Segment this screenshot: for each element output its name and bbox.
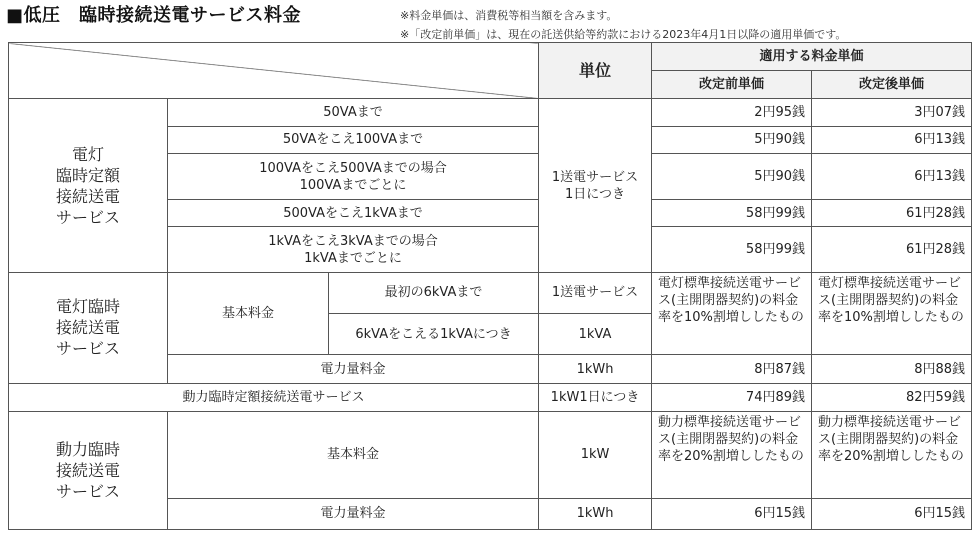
- unit-header: 単位: [539, 43, 652, 99]
- diagonal-header-cell: [9, 43, 539, 99]
- lighting-temp-first-unit: 1送電サービス: [539, 272, 652, 313]
- lighting-row-desc: 1kVAをこえ3kVAまでの場合 1kVAまでごとに: [168, 227, 539, 272]
- lighting-temp-basic-label: 基本料金: [168, 272, 329, 355]
- lighting-row-before: 5円90銭: [652, 126, 812, 153]
- lighting-row-desc: 500VAをこえ1kVAまで: [168, 200, 539, 227]
- lighting-row-before: 58円99銭: [652, 200, 812, 227]
- lighting-row-desc: 50VAまで: [168, 99, 539, 126]
- lighting-temp-first-desc: 最初の6kVAまで: [329, 272, 539, 313]
- power-fixed-unit: 1kW1日につき: [539, 383, 652, 411]
- power-temp-energy-after: 6円15銭: [812, 498, 972, 529]
- lighting-row-after: 3円07銭: [812, 99, 972, 126]
- lighting-row-after: 61円28銭: [812, 227, 972, 272]
- price-note: ※「改定前単価」は、現在の託送供給等約款における2023年4月1日以降の適用単価です。: [400, 28, 847, 41]
- power-temp-basic-before: 動力標準接続送電サービス(主開閉器契約)の料金率を20%割増ししたもの: [652, 411, 812, 498]
- power-fixed-after: 82円59銭: [812, 383, 972, 411]
- lighting-row-before: 58円99銭: [652, 227, 812, 272]
- lighting-fixed-label: 電灯 臨時定額 接続送電 サービス: [9, 99, 168, 272]
- lighting-row-after: 61円28銭: [812, 200, 972, 227]
- lighting-fixed-unit: 1送電サービス 1日につき: [539, 99, 652, 272]
- power-temp-basic-unit: 1kW: [539, 411, 652, 498]
- lighting-temp-energy-before: 8円87銭: [652, 355, 812, 383]
- lighting-row-after: 6円13銭: [812, 126, 972, 153]
- lighting-temp-energy-unit: 1kWh: [539, 355, 652, 383]
- lighting-temp-energy-after: 8円88銭: [812, 355, 972, 383]
- lighting-temp-over-desc: 6kVAをこえる1kVAにつき: [329, 314, 539, 355]
- power-fixed-before: 74円89銭: [652, 383, 812, 411]
- lighting-temp-label: 電灯臨時 接続送電 サービス: [9, 272, 168, 383]
- lighting-temp-over-unit: 1kVA: [539, 314, 652, 355]
- lighting-temp-basic-before: 電灯標準接続送電サービス(主開閉器契約)の料金率を10%割増ししたもの: [652, 272, 812, 355]
- power-temp-energy-before: 6円15銭: [652, 498, 812, 529]
- power-fixed-label: 動力臨時定額接続送電サービス: [9, 383, 539, 411]
- lighting-temp-basic-after: 電灯標準接続送電サービス(主開閉器契約)の料金率を10%割増ししたもの: [812, 272, 972, 355]
- tax-note: ※料金単価は、消費税等相当額を含みます。: [400, 9, 618, 22]
- power-temp-energy-unit: 1kWh: [539, 498, 652, 529]
- tariff-table: [8, 42, 972, 530]
- power-temp-basic-label: 基本料金: [168, 411, 539, 498]
- lighting-row-before: 5円90銭: [652, 153, 812, 199]
- power-temp-label: 動力臨時 接続送電 サービス: [9, 411, 168, 529]
- before-header: 改定前単価: [652, 71, 812, 99]
- lighting-row-before: 2円95銭: [652, 99, 812, 126]
- lighting-row-after: 6円13銭: [812, 153, 972, 199]
- page-title: ■低圧 臨時接続送電サービス料金: [6, 5, 302, 26]
- power-temp-energy-label: 電力量料金: [168, 498, 539, 529]
- lighting-row-desc: 50VAをこえ100VAまで: [168, 126, 539, 153]
- lighting-temp-energy-label: 電力量料金: [168, 355, 539, 383]
- after-header: 改定後単価: [812, 71, 972, 99]
- lighting-row-desc: 100VAをこえ500VAまでの場合 100VAまでごとに: [168, 153, 539, 199]
- power-temp-basic-after: 動力標準接続送電サービス(主開閉器契約)の料金率を20%割増ししたもの: [812, 411, 972, 498]
- price-header: 適用する料金単価: [652, 43, 972, 71]
